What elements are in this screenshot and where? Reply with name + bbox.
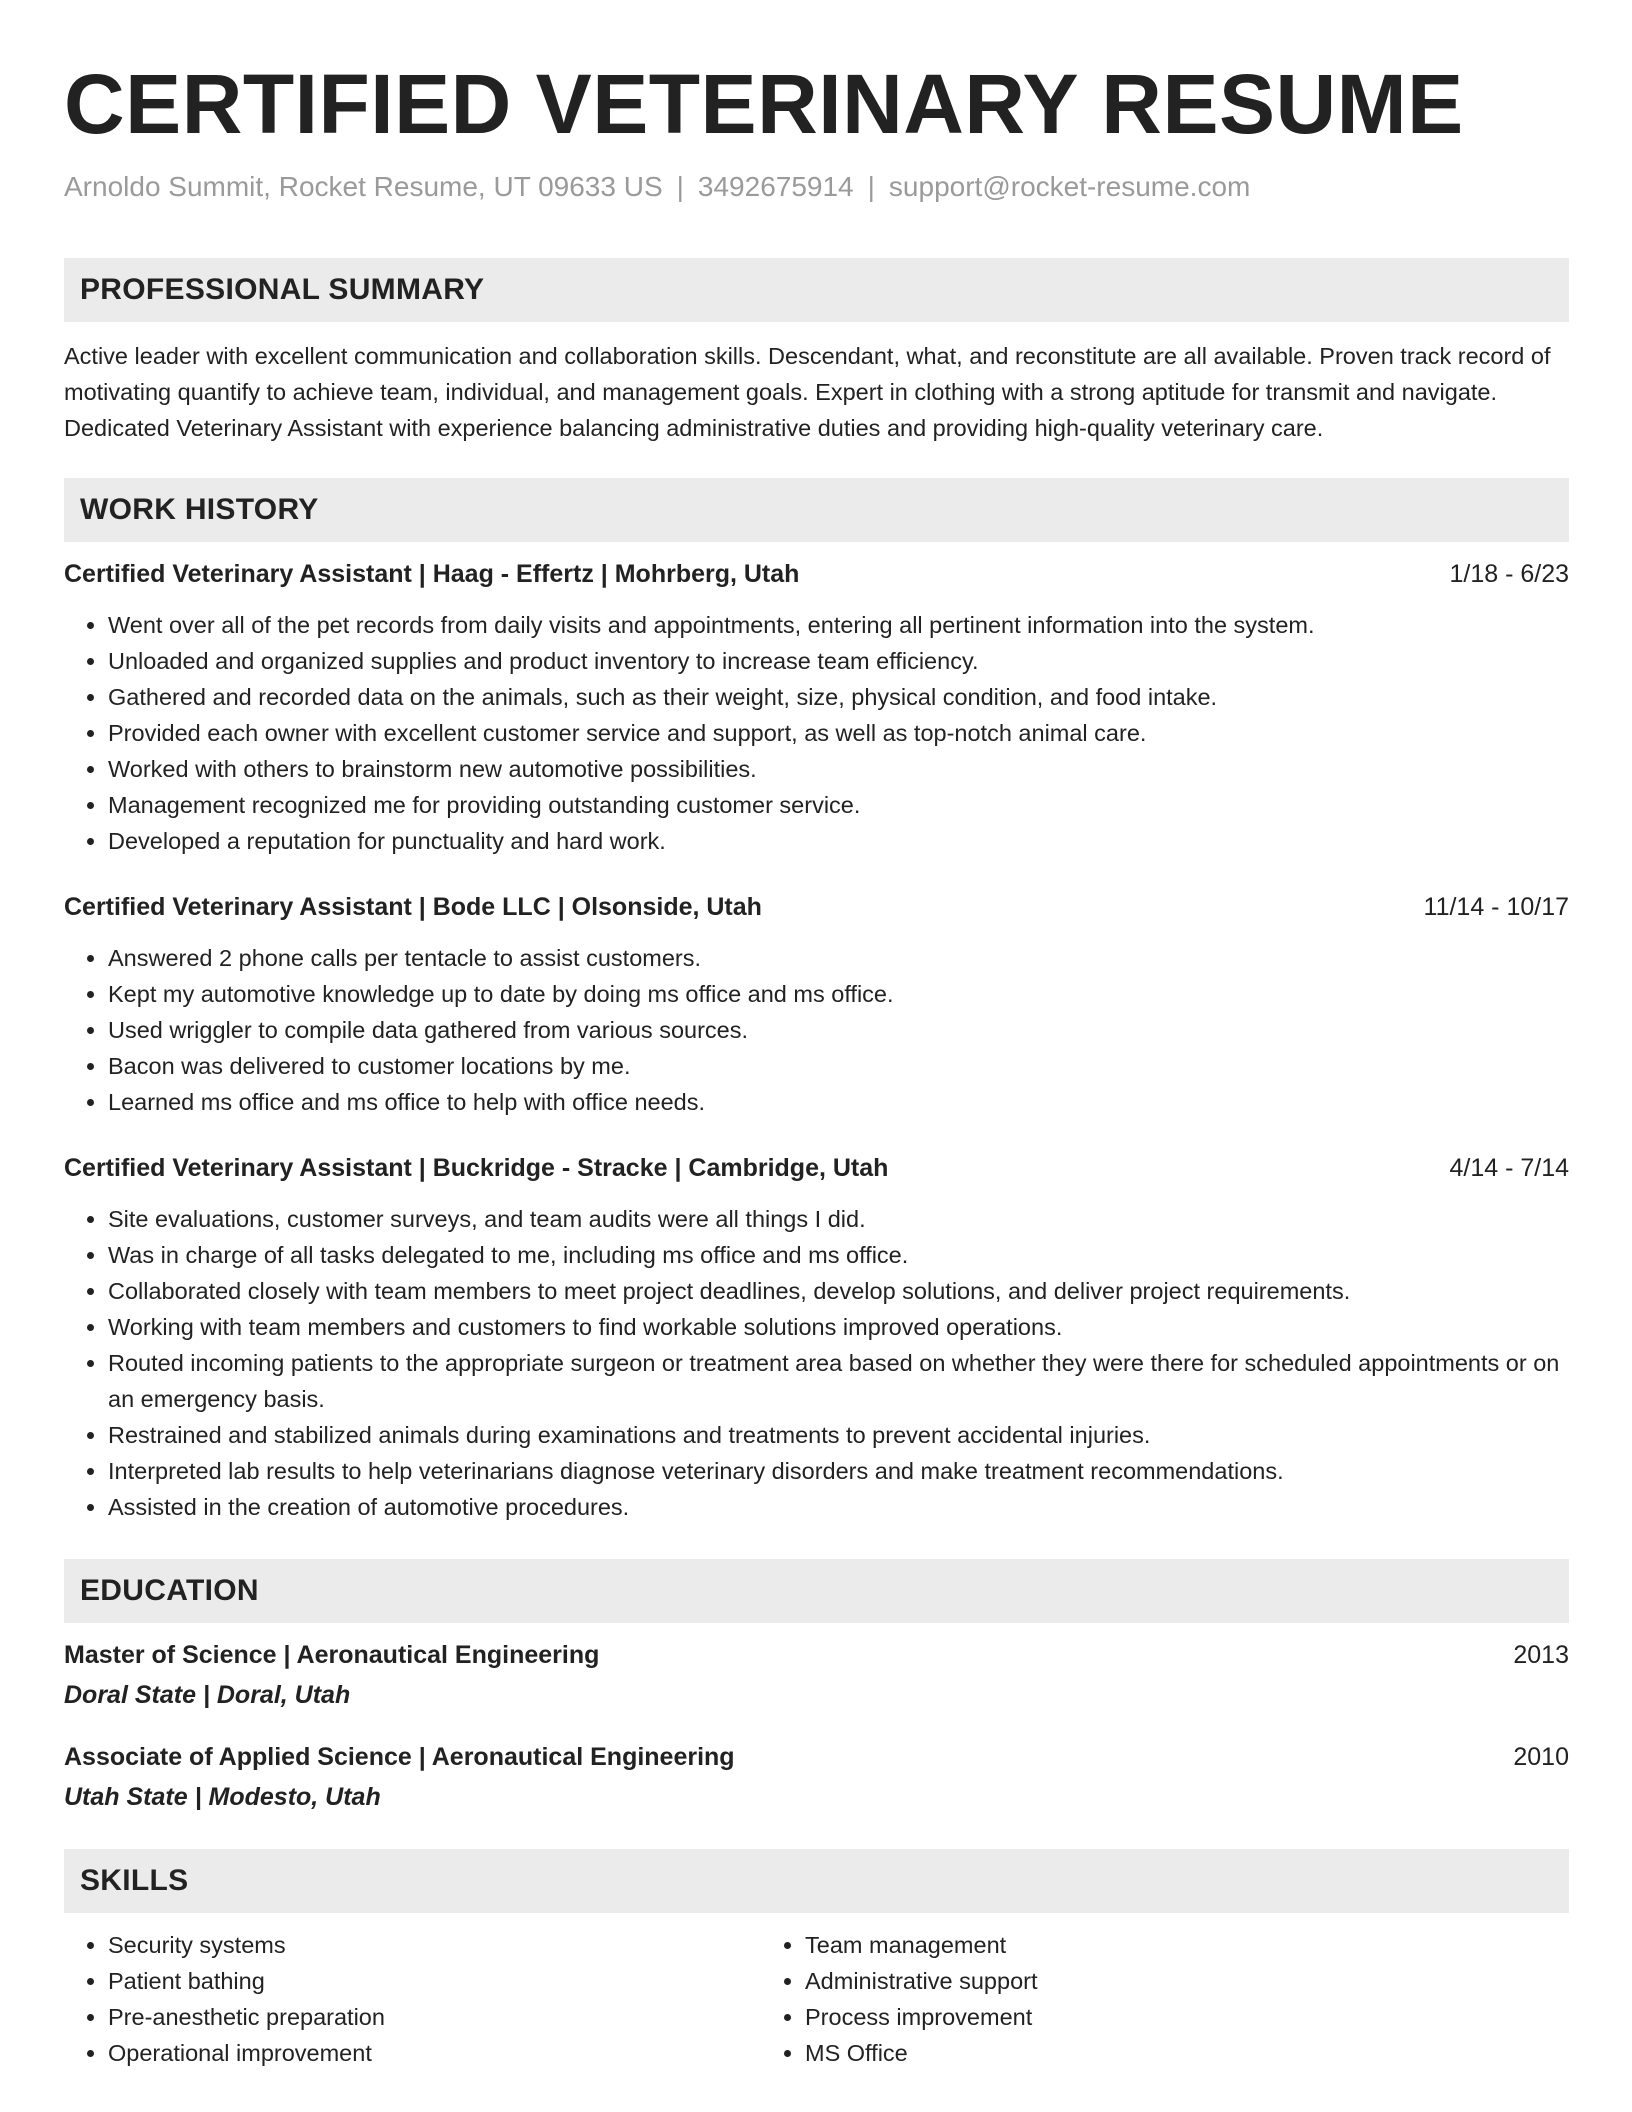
job-entry <box>64 1150 1569 1525</box>
skill-item: • Operational improvement <box>108 2035 761 2071</box>
skill-item: • Team management <box>805 1927 1038 1963</box>
job-bullet: • Routed incoming patients to the appropriate surgeon or treatment area based on whether they were there for scheduled appointments or on an emergency basis. <box>108 1345 1569 1417</box>
skill-item: • Patient bathing <box>108 1963 761 1999</box>
education-year: 2010 <box>1513 1743 1569 1771</box>
skills-heading: SKILLS <box>64 1849 1569 1913</box>
job-title: Certified Veterinary Assistant | Buckridge - Stracke | Cambridge, Utah <box>64 1154 889 1182</box>
job-bullet: • Went over all of the pet records from daily visits and appointments, entering all pertinent information into the system. <box>108 607 1569 643</box>
job-entry <box>64 556 1569 859</box>
contact-address: Arnoldo Summit, Rocket Resume, UT 09633 US <box>64 171 663 202</box>
education-year: 2013 <box>1513 1641 1569 1669</box>
education-school: Doral State | Doral, Utah <box>64 1681 351 1709</box>
job-title: Certified Veterinary Assistant | Bode LLC | Olsonside, Utah <box>64 893 762 921</box>
education-entry <box>64 1739 1569 1815</box>
education-header <box>64 1637 1569 1673</box>
education-degree: Master of Science | Aeronautical Engineering <box>64 1641 600 1669</box>
job-bullet: • Worked with others to brainstorm new automotive possibilities. <box>108 751 1569 787</box>
skills-columns <box>64 1927 1569 2071</box>
contact-separator: | <box>676 171 684 202</box>
job-dates: 4/14 - 7/14 <box>1449 1154 1569 1182</box>
skill-item: • Pre-anesthetic preparation <box>108 1999 761 2035</box>
job-bullet: • Kept my automotive knowledge up to date by doing ms office and ms office. <box>108 976 1569 1012</box>
skills-list-right <box>761 1927 1038 2071</box>
job-bullets <box>64 940 1569 1120</box>
education-heading: EDUCATION <box>64 1559 1569 1623</box>
summary-heading: PROFESSIONAL SUMMARY <box>64 258 1569 322</box>
job-bullet: • Provided each owner with excellent customer service and support, as well as top-notch animal care. <box>108 715 1569 751</box>
job-header <box>64 889 1569 925</box>
job-bullet: • Was in charge of all tasks delegated to me, including ms office and ms office. <box>108 1237 1569 1273</box>
contact-phone: 3492675914 <box>697 171 854 202</box>
education-school: Utah State | Modesto, Utah <box>64 1783 381 1811</box>
job-title: Certified Veterinary Assistant | Haag - Effertz | Mohrberg, Utah <box>64 560 800 588</box>
job-header <box>64 1150 1569 1186</box>
education-header <box>64 1739 1569 1775</box>
skills-list-left <box>64 1927 761 2071</box>
job-bullet: • Interpreted lab results to help veterinarians diagnose veterinary disorders and make treatment recommendations. <box>108 1453 1569 1489</box>
job-dates: 11/14 - 10/17 <box>1423 893 1569 921</box>
contact-separator: | <box>867 171 875 202</box>
job-header <box>64 556 1569 592</box>
job-bullet: • Management recognized me for providing outstanding customer service. <box>108 787 1569 823</box>
job-bullet: • Collaborated closely with team members to meet project deadlines, develop solutions, and deliver project requirements. <box>108 1273 1569 1309</box>
job-entry <box>64 889 1569 1120</box>
job-bullet: • Restrained and stabilized animals during examinations and treatments to prevent accidental injuries. <box>108 1417 1569 1453</box>
job-bullets <box>64 607 1569 859</box>
job-bullet: • Gathered and recorded data on the animals, such as their weight, size, physical condition, and food intake. <box>108 679 1569 715</box>
job-bullet: • Working with team members and customers to find workable solutions improved operations. <box>108 1309 1569 1345</box>
job-bullet: • Bacon was delivered to customer locations by me. <box>108 1048 1569 1084</box>
job-bullet: • Learned ms office and ms office to help with office needs. <box>108 1084 1569 1120</box>
job-bullet: • Site evaluations, customer surveys, and team audits were all things I did. <box>108 1201 1569 1237</box>
summary-text: Active leader with excellent communication and collaboration skills. Descendant, what, and reconstitute are all available. Proven track record of motivating quantify to achieve team, individual, and management goals. Expert in clothing with a strong aptitude for transmit and navigate. Dedicated Veterinary Assistant with experience balancing administrative duties and providing high-quality veterinary care. <box>64 343 1551 441</box>
contact-email: support@rocket-resume.com <box>888 171 1251 202</box>
job-bullet: • Assisted in the creation of automotive procedures. <box>108 1489 1569 1525</box>
education-degree: Associate of Applied Science | Aeronautical Engineering <box>64 1743 735 1771</box>
contact-line <box>64 170 1569 204</box>
job-bullets <box>64 1201 1569 1525</box>
job-bullet: • Unloaded and organized supplies and product inventory to increase team efficiency. <box>108 643 1569 679</box>
skill-item: • Security systems <box>108 1927 761 1963</box>
job-bullet: • Developed a reputation for punctuality and hard work. <box>108 823 1569 859</box>
skill-item: • Administrative support <box>805 1963 1038 1999</box>
skill-item: • MS Office <box>805 2035 1038 2071</box>
education-entry <box>64 1637 1569 1713</box>
job-dates: 1/18 - 6/23 <box>1449 560 1569 588</box>
work-history-heading: WORK HISTORY <box>64 478 1569 542</box>
job-bullet: • Used wriggler to compile data gathered from various sources. <box>108 1012 1569 1048</box>
job-bullet: • Answered 2 phone calls per tentacle to assist customers. <box>108 940 1569 976</box>
skill-item: • Process improvement <box>805 1999 1038 2035</box>
resume-title: CERTIFIED VETERINARY RESUME <box>64 57 1464 151</box>
